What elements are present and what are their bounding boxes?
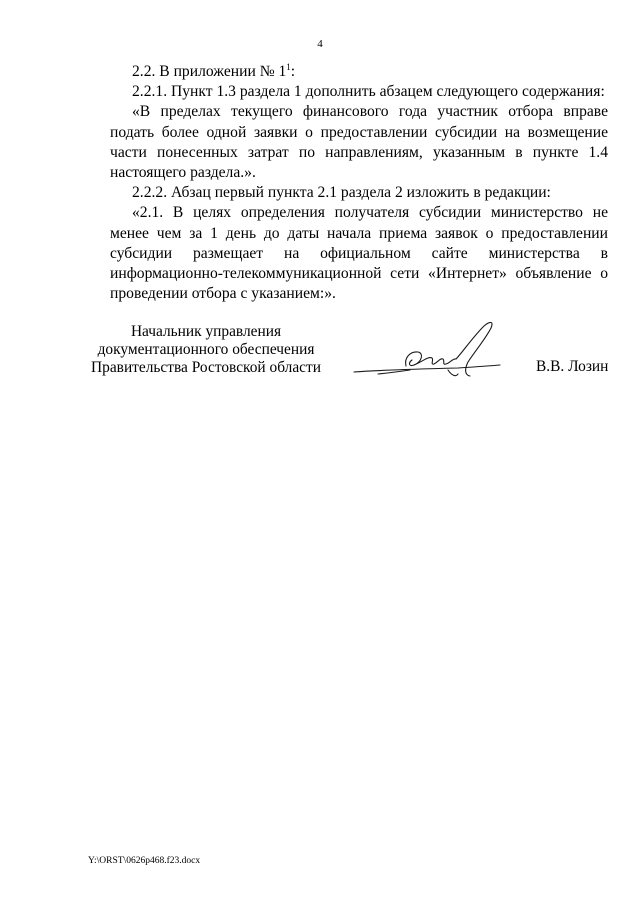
paragraph-2-2-2: 2.2.2. Абзац первый пункта 2.1 раздела 2 изложить в редакции: xyxy=(132,184,551,202)
appendix-superscript: 1 xyxy=(286,62,291,72)
paragraph-2-2-1: 2.2.1. Пункт 1.3 раздела 1 дополнить абзацем следующего содержания: xyxy=(132,83,605,101)
signer-name: В.В. Лозин xyxy=(536,358,609,375)
paragraph-2-2-colon: : xyxy=(290,63,296,80)
footer-file-path: Y:\ORST\0626p468.f23.docx xyxy=(88,856,201,866)
quoted-paragraph-1: «В пределах текущего финансового года участник отбора вправе подать более одной заявки о предоставлении субсидии на возмещение части понесенных затрат по направлениям, указанным в пункте 1.4 настоящего раздела.». xyxy=(110,103,608,182)
page-number: 4 xyxy=(317,38,323,50)
signatory-line-1: Начальник управления xyxy=(130,323,282,340)
document-body xyxy=(110,62,608,304)
signatory-line-3: Правительства Ростовской области xyxy=(91,359,321,376)
signatory-title xyxy=(88,323,324,377)
handwritten-signature xyxy=(348,318,508,382)
paragraph-2-2 xyxy=(110,62,608,82)
signatory-line-2: документационного обеспечения xyxy=(97,341,315,358)
paragraph-2-2-text: 2.2. В приложении № 1 xyxy=(132,63,287,80)
quoted-paragraph-2: «2.1. В целях определения получателя субсидии министерство не менее чем за 1 день до даты начала приема заявок о предоставлении субсидии размещает на официальном сайте министерства в информационно-телекоммуникационной сети «Интернет» объявление о проведении отбора с указанием:». xyxy=(110,204,608,303)
